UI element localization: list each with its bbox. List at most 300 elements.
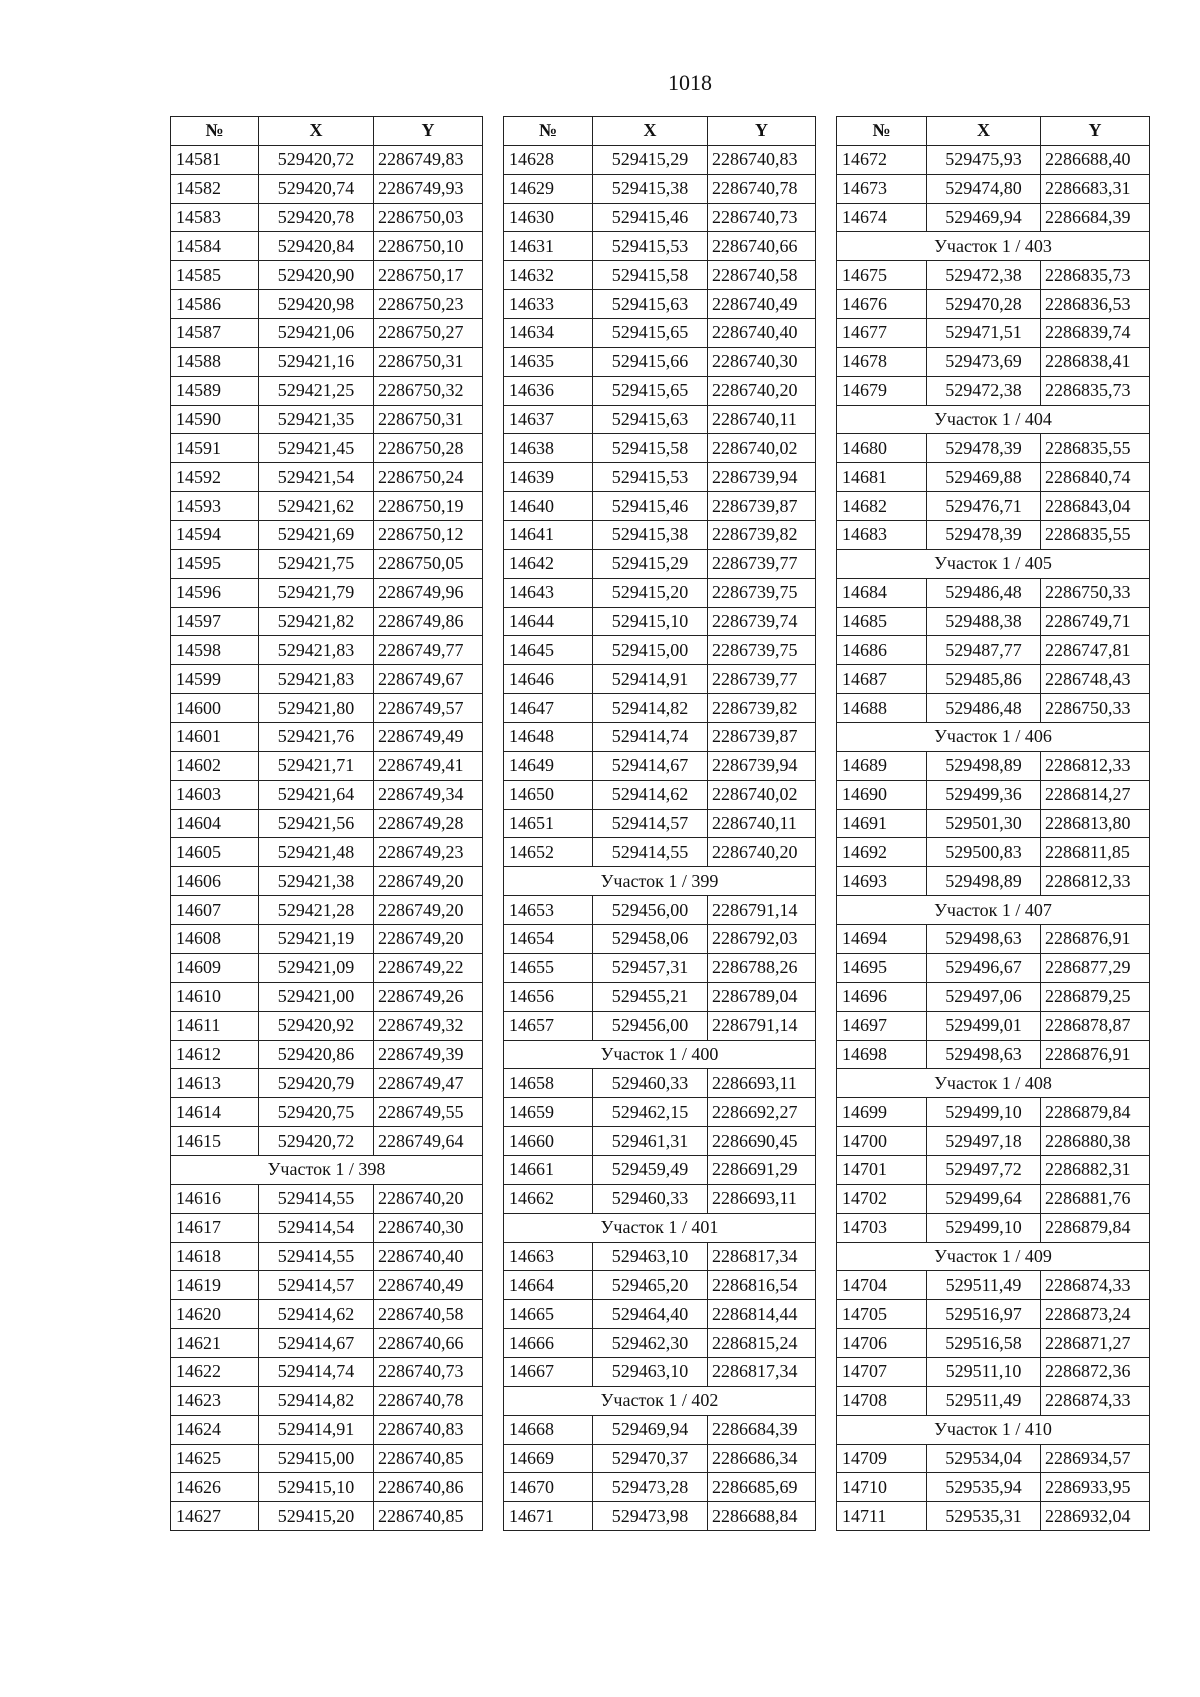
- x-coordinate: 529414,82: [593, 694, 708, 723]
- y-coordinate: 2286749,67: [374, 665, 483, 694]
- table-row: [504, 434, 816, 463]
- point-number: 14696: [837, 982, 927, 1011]
- x-coordinate: 529420,78: [259, 203, 374, 232]
- table-row: [171, 896, 483, 925]
- table-row: [171, 492, 483, 521]
- x-coordinate: 529414,57: [593, 809, 708, 838]
- point-number: 14691: [837, 809, 927, 838]
- x-coordinate: 529414,74: [593, 723, 708, 752]
- y-coordinate: 2286740,02: [708, 434, 816, 463]
- x-coordinate: 529461,31: [593, 1127, 708, 1156]
- x-coordinate: 529421,19: [259, 925, 374, 954]
- x-coordinate: 529511,49: [927, 1386, 1041, 1415]
- table-row: [171, 665, 483, 694]
- x-coordinate: 529488,38: [927, 607, 1041, 636]
- y-coordinate: 2286749,86: [374, 607, 483, 636]
- x-coordinate: 529459,49: [593, 1155, 708, 1184]
- point-number: 14704: [837, 1271, 927, 1300]
- y-coordinate: 2286874,33: [1041, 1386, 1150, 1415]
- y-coordinate: 2286791,14: [708, 896, 816, 925]
- y-coordinate: 2286750,19: [374, 492, 483, 521]
- point-number: 14670: [504, 1473, 593, 1502]
- table-row: [171, 780, 483, 809]
- y-coordinate: 2286815,24: [708, 1329, 816, 1358]
- table-row: [171, 925, 483, 954]
- y-coordinate: 2286750,32: [374, 376, 483, 405]
- table-row: [504, 290, 816, 319]
- table-row: [504, 1011, 816, 1040]
- section-row: [504, 867, 816, 896]
- section-row: [504, 1213, 816, 1242]
- y-coordinate: 2286739,94: [708, 463, 816, 492]
- point-number: 14709: [837, 1444, 927, 1473]
- y-coordinate: 2286750,27: [374, 319, 483, 348]
- table-row: [504, 1329, 816, 1358]
- y-coordinate: 2286685,69: [708, 1473, 816, 1502]
- table-row: [171, 1357, 483, 1386]
- table-row: [171, 1011, 483, 1040]
- y-coordinate: 2286691,29: [708, 1155, 816, 1184]
- point-number: 14599: [171, 665, 259, 694]
- table-row: [171, 953, 483, 982]
- y-coordinate: 2286740,20: [374, 1184, 483, 1213]
- y-coordinate: 2286750,28: [374, 434, 483, 463]
- point-number: 14659: [504, 1098, 593, 1127]
- y-coordinate: 2286750,10: [374, 232, 483, 261]
- coordinates-table-3: [836, 116, 1150, 1531]
- point-number: 14584: [171, 232, 259, 261]
- header-y: Y: [374, 117, 483, 146]
- table-row: [171, 1127, 483, 1156]
- x-coordinate: 529420,92: [259, 1011, 374, 1040]
- table-row: [504, 694, 816, 723]
- x-coordinate: 529415,65: [593, 376, 708, 405]
- x-coordinate: 529415,20: [593, 578, 708, 607]
- table-row: [504, 1502, 816, 1531]
- y-coordinate: 2286835,55: [1041, 521, 1150, 550]
- point-number: 14592: [171, 463, 259, 492]
- point-number: 14619: [171, 1271, 259, 1300]
- x-coordinate: 529499,10: [927, 1213, 1041, 1242]
- table-row: [837, 521, 1150, 550]
- table-row: [837, 607, 1150, 636]
- table-row: [171, 1069, 483, 1098]
- point-number: 14655: [504, 953, 593, 982]
- section-row: [837, 896, 1150, 925]
- table-row: [504, 1415, 816, 1444]
- x-coordinate: 529498,63: [927, 1040, 1041, 1069]
- x-coordinate: 529421,35: [259, 405, 374, 434]
- section-title: Участок 1 / 398: [171, 1155, 483, 1184]
- x-coordinate: 529535,31: [927, 1502, 1041, 1531]
- point-number: 14605: [171, 838, 259, 867]
- point-number: 14623: [171, 1386, 259, 1415]
- x-coordinate: 529456,00: [593, 896, 708, 925]
- y-coordinate: 2286740,78: [374, 1386, 483, 1415]
- point-number: 14641: [504, 521, 593, 550]
- x-coordinate: 529421,64: [259, 780, 374, 809]
- table-row: [171, 982, 483, 1011]
- point-number: 14657: [504, 1011, 593, 1040]
- y-coordinate: 2286871,27: [1041, 1329, 1150, 1358]
- y-coordinate: 2286740,85: [374, 1444, 483, 1473]
- x-coordinate: 529516,97: [927, 1300, 1041, 1329]
- point-number: 14585: [171, 261, 259, 290]
- point-number: 14674: [837, 203, 927, 232]
- table-row: [837, 492, 1150, 521]
- x-coordinate: 529420,72: [259, 1127, 374, 1156]
- y-coordinate: 2286838,41: [1041, 347, 1150, 376]
- point-number: 14597: [171, 607, 259, 636]
- y-coordinate: 2286739,77: [708, 665, 816, 694]
- table-row: [504, 838, 816, 867]
- table-body: [504, 145, 816, 1530]
- point-number: 14679: [837, 376, 927, 405]
- point-number: 14586: [171, 290, 259, 319]
- section-row: [837, 549, 1150, 578]
- y-coordinate: 2286750,05: [374, 549, 483, 578]
- table-row: [171, 723, 483, 752]
- point-number: 14628: [504, 145, 593, 174]
- table-row: [837, 694, 1150, 723]
- section-title: Участок 1 / 403: [837, 232, 1150, 261]
- point-number: 14701: [837, 1155, 927, 1184]
- y-coordinate: 2286688,84: [708, 1502, 816, 1531]
- point-number: 14661: [504, 1155, 593, 1184]
- point-number: 14664: [504, 1271, 593, 1300]
- point-number: 14699: [837, 1098, 927, 1127]
- y-coordinate: 2286686,34: [708, 1444, 816, 1473]
- y-coordinate: 2286740,58: [708, 261, 816, 290]
- table-row: [504, 521, 816, 550]
- y-coordinate: 2286880,38: [1041, 1127, 1150, 1156]
- point-number: 14587: [171, 319, 259, 348]
- point-number: 14644: [504, 607, 593, 636]
- point-number: 14681: [837, 463, 927, 492]
- x-coordinate: 529415,53: [593, 463, 708, 492]
- y-coordinate: 2286684,39: [708, 1415, 816, 1444]
- table-row: [171, 1040, 483, 1069]
- point-number: 14606: [171, 867, 259, 896]
- table-row: [171, 1329, 483, 1358]
- point-number: 14627: [171, 1502, 259, 1531]
- point-number: 14647: [504, 694, 593, 723]
- x-coordinate: 529421,79: [259, 578, 374, 607]
- table-row: [504, 780, 816, 809]
- y-coordinate: 2286749,55: [374, 1098, 483, 1127]
- y-coordinate: 2286749,71: [1041, 607, 1150, 636]
- x-coordinate: 529474,80: [927, 174, 1041, 203]
- table-row: [837, 203, 1150, 232]
- y-coordinate: 2286791,14: [708, 1011, 816, 1040]
- x-coordinate: 529471,51: [927, 319, 1041, 348]
- point-number: 14624: [171, 1415, 259, 1444]
- y-coordinate: 2286749,47: [374, 1069, 483, 1098]
- x-coordinate: 529500,83: [927, 838, 1041, 867]
- table-row: [837, 751, 1150, 780]
- x-coordinate: 529420,79: [259, 1069, 374, 1098]
- table-row: [171, 694, 483, 723]
- x-coordinate: 529420,75: [259, 1098, 374, 1127]
- table-row: [504, 1444, 816, 1473]
- x-coordinate: 529473,98: [593, 1502, 708, 1531]
- x-coordinate: 529414,67: [259, 1329, 374, 1358]
- x-coordinate: 529421,09: [259, 953, 374, 982]
- table-row: [504, 809, 816, 838]
- x-coordinate: 529420,84: [259, 232, 374, 261]
- point-number: 14648: [504, 723, 593, 752]
- point-number: 14683: [837, 521, 927, 550]
- table-row: [504, 347, 816, 376]
- y-coordinate: 2286740,30: [374, 1213, 483, 1242]
- table-row: [837, 1473, 1150, 1502]
- table-row: [171, 521, 483, 550]
- table-row: [837, 1502, 1150, 1531]
- y-coordinate: 2286690,45: [708, 1127, 816, 1156]
- y-coordinate: 2286693,11: [708, 1069, 816, 1098]
- x-coordinate: 529415,58: [593, 434, 708, 463]
- x-coordinate: 529464,40: [593, 1300, 708, 1329]
- section-row: [837, 232, 1150, 261]
- section-title: Участок 1 / 400: [504, 1040, 816, 1069]
- point-number: 14608: [171, 925, 259, 954]
- section-title: Участок 1 / 405: [837, 549, 1150, 578]
- y-coordinate: 2286750,31: [374, 405, 483, 434]
- table-row: [171, 145, 483, 174]
- point-number: 14687: [837, 665, 927, 694]
- point-number: 14595: [171, 549, 259, 578]
- point-number: 14640: [504, 492, 593, 521]
- table-row: [837, 463, 1150, 492]
- y-coordinate: 2286879,84: [1041, 1098, 1150, 1127]
- x-coordinate: 529415,53: [593, 232, 708, 261]
- table-row: [837, 809, 1150, 838]
- point-number: 14710: [837, 1473, 927, 1502]
- table-row: [504, 982, 816, 1011]
- x-coordinate: 529421,45: [259, 434, 374, 463]
- table-body: [171, 145, 483, 1530]
- y-coordinate: 2286749,34: [374, 780, 483, 809]
- x-coordinate: 529414,74: [259, 1357, 374, 1386]
- y-coordinate: 2286843,04: [1041, 492, 1150, 521]
- header-number: №: [171, 117, 259, 146]
- section-title: Участок 1 / 402: [504, 1386, 816, 1415]
- y-coordinate: 2286933,95: [1041, 1473, 1150, 1502]
- x-coordinate: 529415,10: [259, 1473, 374, 1502]
- table-row: [504, 1271, 816, 1300]
- y-coordinate: 2286683,31: [1041, 174, 1150, 203]
- point-number: 14698: [837, 1040, 927, 1069]
- section-row: [837, 1415, 1150, 1444]
- x-coordinate: 529414,67: [593, 751, 708, 780]
- page-number: 1018: [668, 70, 712, 95]
- section-row: [504, 1386, 816, 1415]
- point-number: 14695: [837, 953, 927, 982]
- y-coordinate: 2286747,81: [1041, 636, 1150, 665]
- point-number: 14707: [837, 1357, 927, 1386]
- x-coordinate: 529499,01: [927, 1011, 1041, 1040]
- y-coordinate: 2286739,87: [708, 723, 816, 752]
- section-title: Участок 1 / 401: [504, 1213, 816, 1242]
- table-row: [171, 578, 483, 607]
- section-row: [837, 1242, 1150, 1271]
- x-coordinate: 529470,37: [593, 1444, 708, 1473]
- point-number: 14633: [504, 290, 593, 319]
- point-number: 14650: [504, 780, 593, 809]
- table-row: [171, 434, 483, 463]
- table-row: [504, 145, 816, 174]
- x-coordinate: 529497,18: [927, 1127, 1041, 1156]
- y-coordinate: 2286740,11: [708, 809, 816, 838]
- section-title: Участок 1 / 406: [837, 723, 1150, 752]
- x-coordinate: 529421,25: [259, 376, 374, 405]
- x-coordinate: 529415,66: [593, 347, 708, 376]
- point-number: 14684: [837, 578, 927, 607]
- table-row: [837, 578, 1150, 607]
- point-number: 14692: [837, 838, 927, 867]
- table-row: [837, 376, 1150, 405]
- y-coordinate: 2286740,66: [708, 232, 816, 261]
- table-row: [171, 319, 483, 348]
- x-coordinate: 529460,33: [593, 1069, 708, 1098]
- y-coordinate: 2286873,24: [1041, 1300, 1150, 1329]
- x-coordinate: 529421,80: [259, 694, 374, 723]
- point-number: 14604: [171, 809, 259, 838]
- x-coordinate: 529415,65: [593, 319, 708, 348]
- point-number: 14645: [504, 636, 593, 665]
- y-coordinate: 2286749,23: [374, 838, 483, 867]
- table-row: [837, 434, 1150, 463]
- x-coordinate: 529460,33: [593, 1184, 708, 1213]
- x-coordinate: 529415,63: [593, 405, 708, 434]
- x-coordinate: 529456,00: [593, 1011, 708, 1040]
- table-row: [504, 1098, 816, 1127]
- x-coordinate: 529421,16: [259, 347, 374, 376]
- table-row: [837, 1155, 1150, 1184]
- table-row: [837, 665, 1150, 694]
- x-coordinate: 529469,94: [927, 203, 1041, 232]
- x-coordinate: 529455,21: [593, 982, 708, 1011]
- point-number: 14583: [171, 203, 259, 232]
- x-coordinate: 529470,28: [927, 290, 1041, 319]
- y-coordinate: 2286739,94: [708, 751, 816, 780]
- x-coordinate: 529421,28: [259, 896, 374, 925]
- table-row: [504, 723, 816, 752]
- table-row: [171, 1300, 483, 1329]
- y-coordinate: 2286749,20: [374, 867, 483, 896]
- x-coordinate: 529486,48: [927, 694, 1041, 723]
- y-coordinate: 2286789,04: [708, 982, 816, 1011]
- point-number: 14697: [837, 1011, 927, 1040]
- table-row: [504, 261, 816, 290]
- table-row: [504, 376, 816, 405]
- y-coordinate: 2286740,83: [708, 145, 816, 174]
- table-row: [171, 463, 483, 492]
- table-row: [171, 809, 483, 838]
- y-coordinate: 2286749,77: [374, 636, 483, 665]
- table-row: [837, 838, 1150, 867]
- table-row: [837, 1213, 1150, 1242]
- x-coordinate: 529421,83: [259, 665, 374, 694]
- table-row: [171, 174, 483, 203]
- point-number: 14693: [837, 867, 927, 896]
- table-body: [837, 145, 1150, 1530]
- x-coordinate: 529463,10: [593, 1242, 708, 1271]
- y-coordinate: 2286740,58: [374, 1300, 483, 1329]
- table-row: [504, 174, 816, 203]
- table-row: [504, 492, 816, 521]
- y-coordinate: 2286749,32: [374, 1011, 483, 1040]
- table-row: [171, 232, 483, 261]
- y-coordinate: 2286739,82: [708, 521, 816, 550]
- y-coordinate: 2286739,77: [708, 549, 816, 578]
- x-coordinate: 529473,69: [927, 347, 1041, 376]
- table-row: [504, 1155, 816, 1184]
- point-number: 14702: [837, 1184, 927, 1213]
- point-number: 14652: [504, 838, 593, 867]
- x-coordinate: 529535,94: [927, 1473, 1041, 1502]
- point-number: 14686: [837, 636, 927, 665]
- point-number: 14601: [171, 723, 259, 752]
- point-number: 14594: [171, 521, 259, 550]
- y-coordinate: 2286740,20: [708, 376, 816, 405]
- y-coordinate: 2286879,84: [1041, 1213, 1150, 1242]
- x-coordinate: 529475,93: [927, 145, 1041, 174]
- point-number: 14654: [504, 925, 593, 954]
- x-coordinate: 529499,36: [927, 780, 1041, 809]
- y-coordinate: 2286740,30: [708, 347, 816, 376]
- point-number: 14620: [171, 1300, 259, 1329]
- y-coordinate: 2286740,49: [708, 290, 816, 319]
- x-coordinate: 529465,20: [593, 1271, 708, 1300]
- point-number: 14634: [504, 319, 593, 348]
- point-number: 14706: [837, 1329, 927, 1358]
- y-coordinate: 2286688,40: [1041, 145, 1150, 174]
- x-coordinate: 529472,38: [927, 261, 1041, 290]
- x-coordinate: 529414,55: [259, 1242, 374, 1271]
- x-coordinate: 529478,39: [927, 434, 1041, 463]
- point-number: 14672: [837, 145, 927, 174]
- point-number: 14602: [171, 751, 259, 780]
- x-coordinate: 529415,63: [593, 290, 708, 319]
- table-row: [837, 925, 1150, 954]
- table-row: [504, 405, 816, 434]
- point-number: 14636: [504, 376, 593, 405]
- x-coordinate: 529420,74: [259, 174, 374, 203]
- header-row: [837, 117, 1150, 146]
- y-coordinate: 2286749,22: [374, 953, 483, 982]
- y-coordinate: 2286750,12: [374, 521, 483, 550]
- table-row: [171, 290, 483, 319]
- point-number: 14669: [504, 1444, 593, 1473]
- point-number: 14621: [171, 1329, 259, 1358]
- table-row: [171, 1271, 483, 1300]
- header-y: Y: [708, 117, 816, 146]
- x-coordinate: 529415,38: [593, 521, 708, 550]
- header-row: [171, 117, 483, 146]
- table-row: [504, 578, 816, 607]
- header-number: №: [504, 117, 593, 146]
- y-coordinate: 2286740,83: [374, 1415, 483, 1444]
- point-number: 14600: [171, 694, 259, 723]
- y-coordinate: 2286748,43: [1041, 665, 1150, 694]
- y-coordinate: 2286749,20: [374, 896, 483, 925]
- x-coordinate: 529420,72: [259, 145, 374, 174]
- x-coordinate: 529499,64: [927, 1184, 1041, 1213]
- x-coordinate: 529421,38: [259, 867, 374, 896]
- x-coordinate: 529414,55: [259, 1184, 374, 1213]
- y-coordinate: 2286740,11: [708, 405, 816, 434]
